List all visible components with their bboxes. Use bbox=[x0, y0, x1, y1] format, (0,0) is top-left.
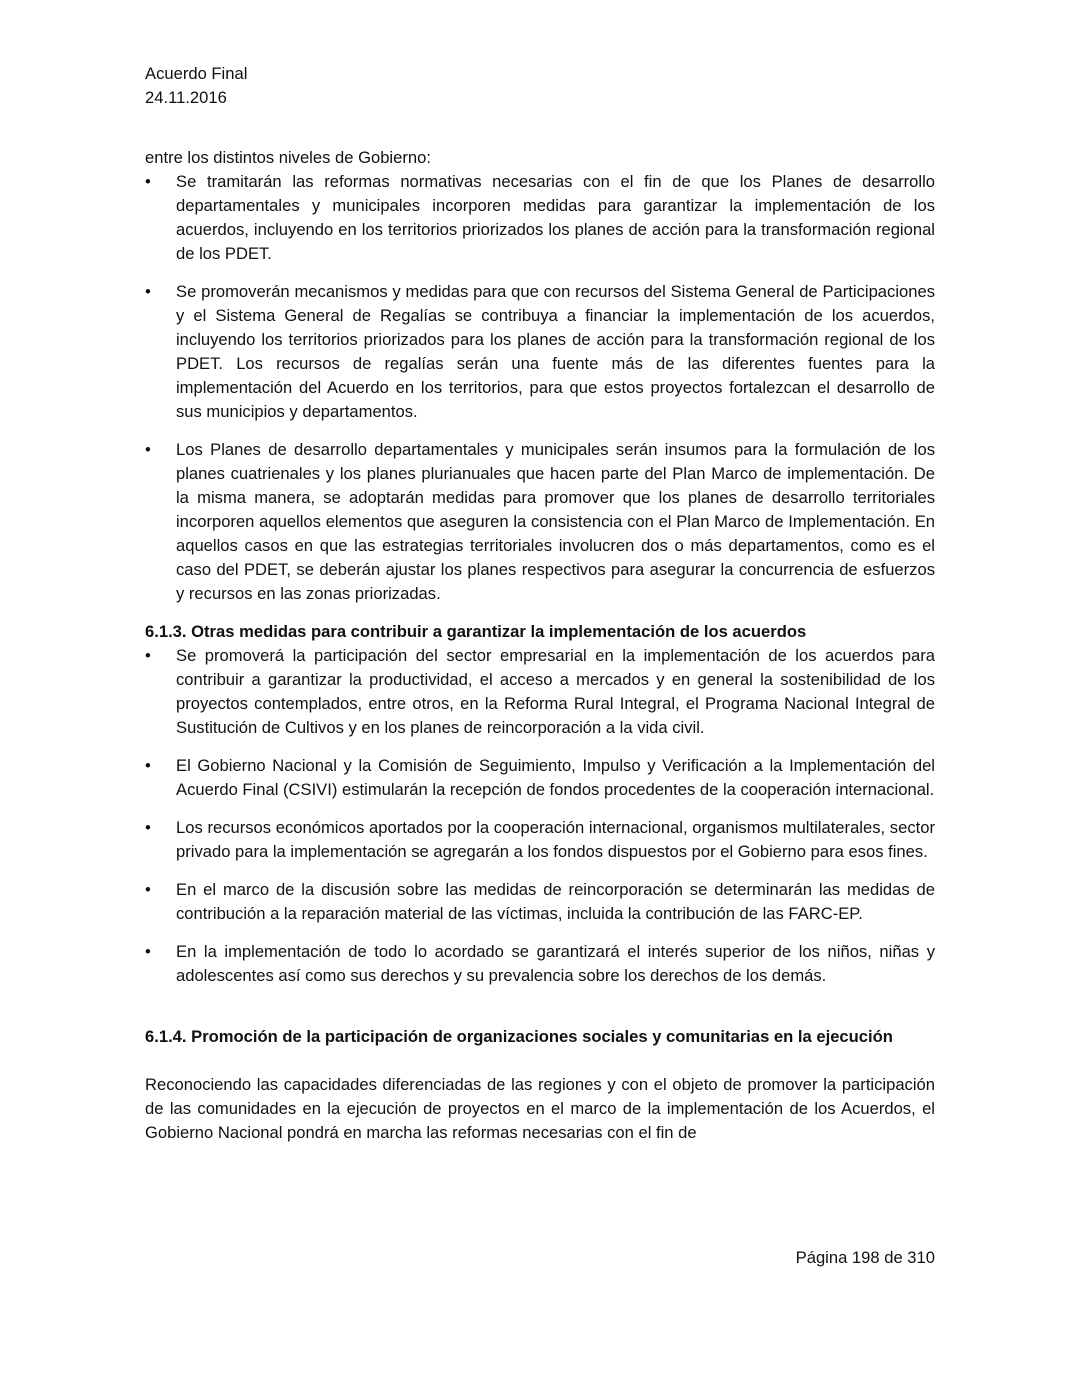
section-heading-6-1-4: 6.1.4. Promoción de la participación de organizaciones sociales y comunitarias en la ejecución bbox=[145, 1027, 893, 1046]
list-item-text: Los Planes de desarrollo departamentales y municipales serán insumos para la formulación de los planes cuatrienales y los planes plurianuales que hacen parte del Plan Marco de implementación. De la misma manera, se adoptarán medidas para promover que los planes de desarrollo territoriales incorporen aquellos elementos que aseguren la consistencia con el Plan Marco de Implementación. En aquellos casos en que las estrategias territoriales involucren dos o más departamentos, como es el caso del PDET, se deberán ajustar los planes respectivos para asegurar la concurrencia de esfuerzos y recursos en las zonas priorizadas. bbox=[176, 440, 935, 603]
bullet-icon: • bbox=[145, 880, 151, 899]
section-heading-6-1-3: 6.1.3. Otras medidas para contribuir a garantizar la implementación de los acuerdos bbox=[145, 622, 807, 641]
list-item bbox=[145, 754, 935, 802]
bullet-icon: • bbox=[145, 942, 151, 961]
list-item bbox=[145, 878, 935, 926]
list-item bbox=[145, 280, 935, 424]
document-date: 24.11.2016 bbox=[145, 88, 227, 107]
list-item bbox=[145, 816, 935, 864]
bullet-list-other-measures bbox=[145, 644, 935, 988]
list-item-text: En el marco de la discusión sobre las medidas de reincorporación se determinarán las medidas de contribución a la reparación material de las víctimas, incluida la contribución de las FARC-EP. bbox=[176, 880, 935, 923]
bullet-icon: • bbox=[145, 756, 151, 775]
page-body bbox=[145, 146, 935, 1162]
bullet-icon: • bbox=[145, 172, 151, 191]
intro-line: entre los distintos niveles de Gobierno: bbox=[145, 148, 431, 167]
list-item-text: Se promoverá la participación del sector empresarial en la implementación de los acuerdos para contribuir a garantizar la productividad, el acceso a mercados y en general la sostenibilidad de los proyectos contemplados, entre otros, en la Reforma Rural Integral, el Programa Nacional Integral de Sustitución de Cultivos y en los planes de reincorporación a la vida civil. bbox=[176, 646, 935, 737]
bullet-list-governance bbox=[145, 170, 935, 606]
list-item-text: Los recursos económicos aportados por la cooperación internacional, organismos multilaterales, sector privado para la implementación se agregarán a los fondos dispuestos por el Gobierno para esos fines. bbox=[176, 818, 935, 861]
bullet-icon: • bbox=[145, 818, 151, 837]
list-item-text: Se tramitarán las reformas normativas necesarias con el fin de que los Planes de desarrollo departamentales y municipales incorporen medidas para garantizar la implementación de los acuerdos, incluyendo en los territorios priorizados los planes de acción para la transformación regional de los PDET. bbox=[176, 172, 935, 263]
list-item bbox=[145, 940, 935, 988]
list-item-text: En la implementación de todo lo acordado se garantizará el interés superior de los niños, niñas y adolescentes así como sus derechos y su prevalencia sobre los derechos de los demás. bbox=[176, 942, 935, 985]
list-item bbox=[145, 438, 935, 606]
bullet-icon: • bbox=[145, 440, 151, 459]
list-item bbox=[145, 170, 935, 266]
bullet-icon: • bbox=[145, 282, 151, 301]
list-item-text: El Gobierno Nacional y la Comisión de Seguimiento, Impulso y Verificación a la Implementación del Acuerdo Final (CSIVI) estimularán la recepción de fondos procedentes de la cooperación internacional. bbox=[176, 756, 935, 799]
section-paragraph-6-1-4: Reconociendo las capacidades diferenciadas de las regiones y con el objeto de promover la participación de las comunidades en la ejecución de proyectos en el marco de la implementación de los Acuerdos, el Gobierno Nacional pondrá en marcha las reformas necesarias con el fin de bbox=[145, 1075, 935, 1142]
bullet-icon: • bbox=[145, 646, 151, 665]
page-header bbox=[145, 62, 247, 110]
list-item bbox=[145, 644, 935, 740]
list-item-text: Se promoverán mecanismos y medidas para que con recursos del Sistema General de Participaciones y el Sistema General de Regalías se contribuya a financiar la implementación de los acuerdos, incluyendo los territorios priorizados para los planes de acción para la transformación regional de los PDET. Los recursos de regalías serán una fuente más de las diferentes fuentes para la implementación del Acuerdo en los territorios, para que estos proyectos fortalezcan el desarrollo de sus municipios y departamentos. bbox=[176, 282, 935, 421]
page-number: Página 198 de 310 bbox=[795, 1248, 935, 1267]
document-title: Acuerdo Final bbox=[145, 64, 248, 83]
